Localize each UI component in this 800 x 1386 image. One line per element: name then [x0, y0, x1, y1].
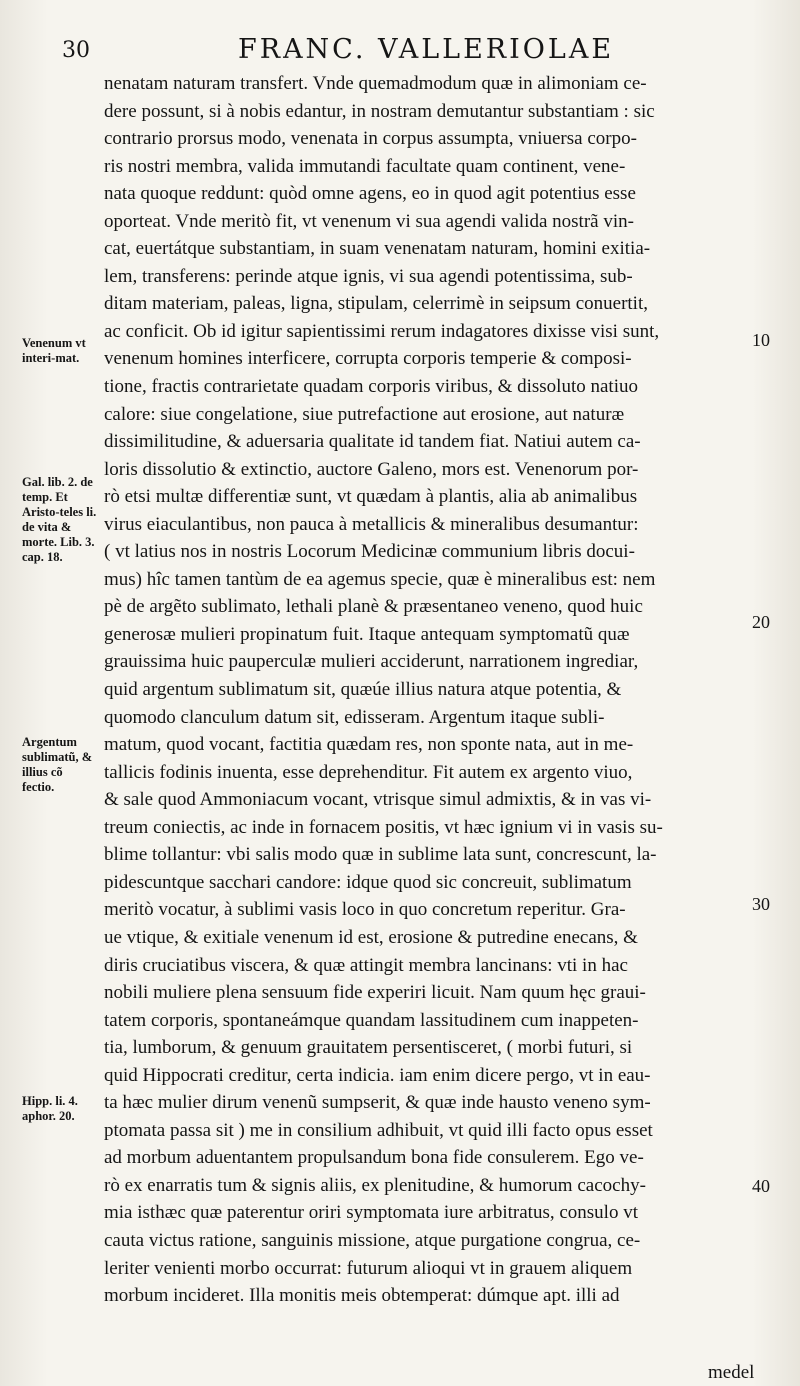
line-number: 40: [752, 1176, 770, 1196]
text-line: ris nostri membra, valida immutandi facultate quam continent, vene-: [104, 155, 626, 177]
text-line: contrario prorsus modo, venenata in corpus assumpta, vniuersa corpo-: [104, 128, 637, 150]
text-line: nobili muliere plena sensuum fide experiri licuit. Nam quum hęc graui-: [104, 982, 646, 1004]
text-line: quid argentum sublimatum sit, quæúe illius natura atque potentia, &: [104, 679, 622, 701]
text-line: tallicis fodinis inuenta, esse deprehenditur. Fit autem ex argento viuo,: [104, 761, 633, 783]
text-line: rò ex enarratis tum & signis aliis, ex plenitudine, & humorum cacochy-: [104, 1174, 646, 1196]
text-line: morbum incideret. Illa monitis meis obtemperat: dúmque apt. illi ad: [104, 1285, 620, 1307]
text-line: blime tollantur: vbi salis modo quæ in sublime lata sunt, concrescunt, la-: [104, 844, 657, 866]
text-line: quomodo clanculum datum sit, edisseram. Argentum itaque subli-: [104, 706, 605, 728]
text-line: cauta victus ratione, sanguinis missione, atque purgatione congrua, ce-: [104, 1229, 641, 1251]
text-line: & sale quod Ammoniacum vocant, vtrisque simul admixtis, & in vas vi-: [104, 789, 652, 811]
text-line: pidescuntque sacchari candore: idque quod sic concreuit, sublimatum: [104, 871, 632, 893]
text-line: lem, transferens: perinde atque ignis, vi sua agendi potentissima, sub-: [104, 265, 633, 287]
text-line: tia, lumborum, & genuum grauitatem persentisceret, ( morbi futuri, si: [104, 1037, 633, 1059]
text-line: oporteat. Vnde meritò fit, vt venenum vi sua agendi valida nostrã vin-: [104, 210, 634, 232]
text-line: dissimilitudine, & aduersaria qualitate id tandem fiat. Natiui autem ca-: [104, 431, 641, 453]
text-line: ac conficit. Ob id igitur sapientissimi rerum indagatores dixisse visi sunt,: [104, 320, 660, 342]
text-line: nenatam naturam transfert. Vnde quemadmodum quæ in alimoniam ce-: [104, 73, 647, 94]
margin-note: Argentum sublimatũ, & illius cõ fectio.: [22, 735, 93, 794]
text-line: tione, fractis contrarietate quadam corporis viribus, & dissoluto natiuo: [104, 376, 638, 398]
text-line: loris dissolutio & extinctio, auctore Galeno, mors est. Venenorum por-: [104, 458, 639, 480]
margin-note: Gal. lib. 2. de temp. Et Aristo-teles li. de vita & morte. Lib. 3. cap. 18.: [22, 475, 97, 564]
text-line: pè de argẽto sublimato, lethali planè & præsentaneo veneno, quod huic: [104, 596, 643, 618]
text-line: calore: siue congelatione, siue putrefactione aut erosione, aut naturæ: [104, 403, 625, 425]
text-line: ( vt latius nos in nostris Locorum Medicinæ communium libris docui-: [104, 541, 635, 563]
catchword: medel: [708, 1362, 755, 1383]
text-line: nata quoque reddunt: quòd omne agens, eo in quod agit potentius esse: [104, 183, 636, 205]
text-line: rò etsi multæ differentiæ sunt, vt quædam à plantis, alia ab animalibus: [104, 486, 638, 508]
line-number: 30: [752, 894, 770, 914]
text-line: cat, euertátque substantiam, in suam venenatam naturam, homini exitia-: [104, 238, 651, 260]
text-line: leriter venienti morbo occurrat: futurum alioqui vt in grauem aliquem: [104, 1257, 633, 1279]
text-line: virus eiaculantibus, non pauca à metallicis & mineralibus desumantur:: [104, 513, 639, 535]
text-line: treum coniectis, ac inde in fornacem positis, vt hæc ignium vi in vasis su-: [104, 816, 663, 838]
text-line: ptomata passa sit ) me in consilium adhibuit, vt quid illi facto opus esset: [104, 1119, 653, 1141]
page-number: 30: [62, 38, 90, 63]
running-head: FRANC. VALLERIOLAE: [238, 34, 615, 65]
text-line: ditam materiam, paleas, ligna, stipulam, celerrimè in seipsum conuertit,: [104, 293, 648, 315]
text-line: diris cruciatibus viscera, & quæ attingit membra lancinans: vti in hac: [104, 954, 628, 976]
body-text: [104, 70, 764, 1310]
text-line: venenum homines interficere, corrupta corporis temperie & composi-: [104, 348, 632, 370]
line-number: 20: [752, 612, 770, 632]
text-line: tatem corporis, spontaneámque quandam lassitudinem cum inappeten-: [104, 1009, 639, 1031]
text-line: dere possunt, si à nobis edantur, in nostram demutantur substantiam : sic: [104, 100, 655, 122]
text-line: grauissima huic pauperculæ mulieri acciderunt, narrationem ingrediar,: [104, 651, 639, 673]
margin-note: Venenum vt interi-mat.: [22, 336, 86, 365]
text-line: mus) hîc tamen tantùm de ea agemus specie, quæ è mineralibus est: nem: [104, 568, 656, 590]
text-line: ad morbum aduentantem propulsandum bona fide consulerem. Ego ve-: [104, 1147, 644, 1169]
line-number: 10: [752, 330, 770, 350]
text-line: ta hæc mulier dirum venenũ sumpserit, & quæ inde hausto veneno sym-: [104, 1092, 651, 1114]
text-line: ue vtique, & exitiale venenum id est, erosione & putredine enecans, &: [104, 926, 638, 948]
text-line: mia isthæc quæ paterentur oriri symptomata iure arbitratus, consulo vt: [104, 1202, 638, 1224]
text-line: generosæ mulieri propinatum fuit. Itaque antequam symptomatũ quæ: [104, 623, 630, 645]
text-line: meritò vocatur, à sublimi vasis loco in quo concretum reperitur. Gra-: [104, 899, 626, 921]
text-line: matum, quod vocant, factitia quædam res, non sponte nata, aut in me-: [104, 734, 634, 756]
text-line: quid Hippocrati creditur, certa indicia. iam enim dicere pergo, vt in eau-: [104, 1064, 651, 1086]
margin-note: Hipp. li. 4. aphor. 20.: [22, 1094, 78, 1123]
